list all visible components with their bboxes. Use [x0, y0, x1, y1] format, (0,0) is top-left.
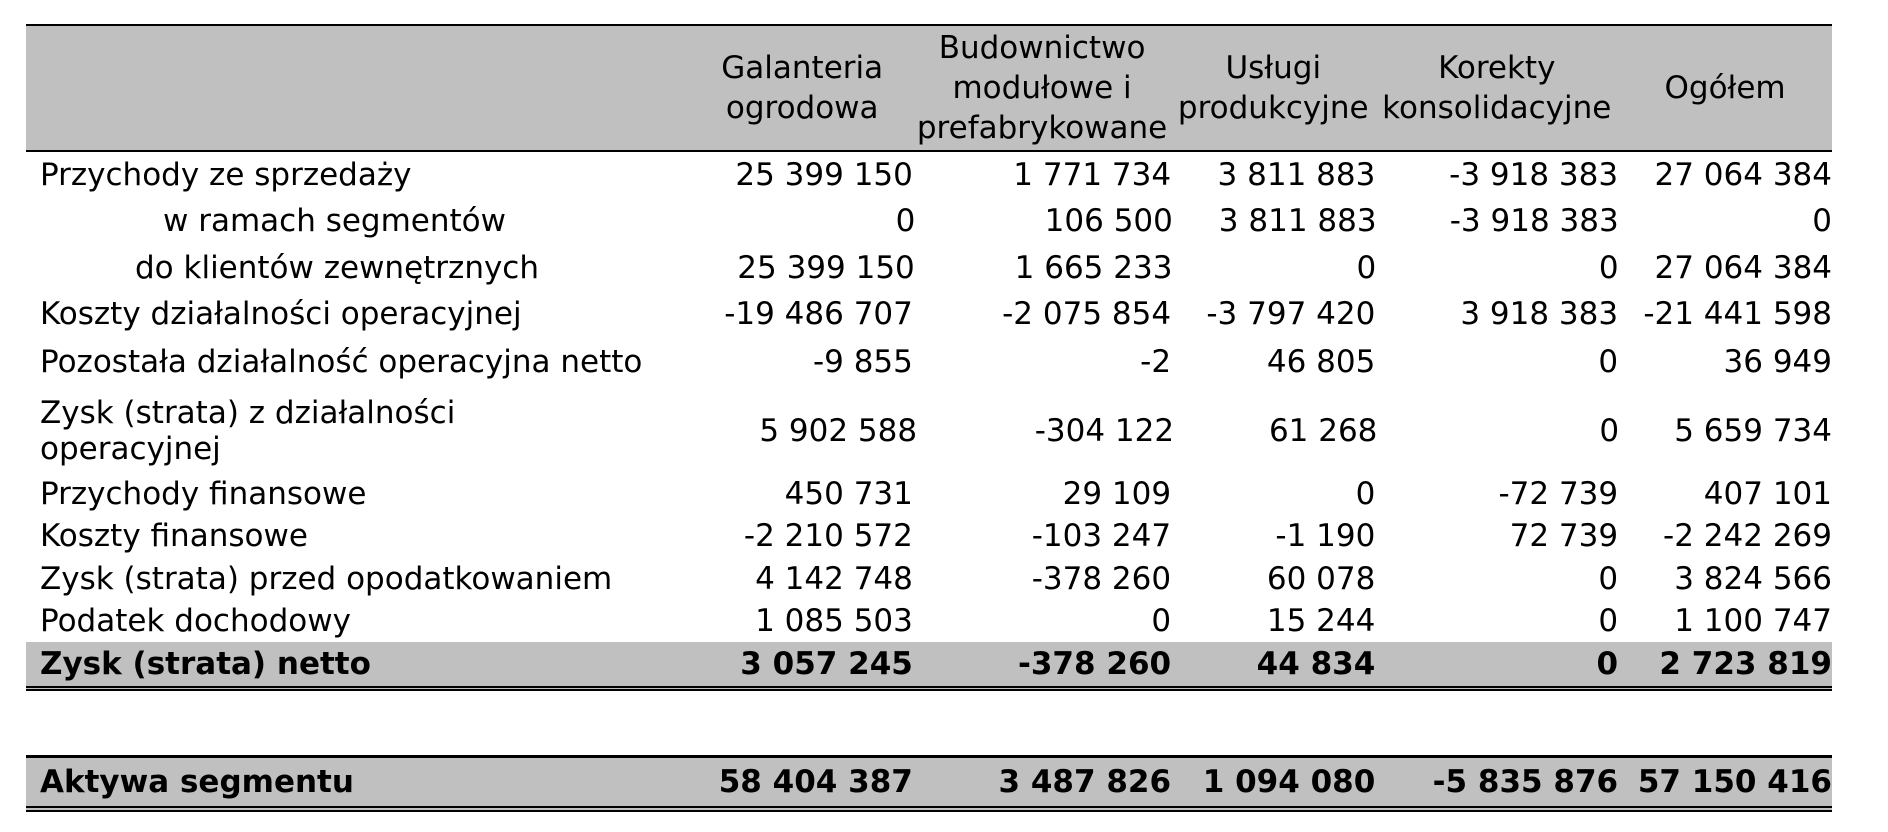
- header-empty-cell: [26, 26, 671, 150]
- cell-value: 60 078: [1266, 561, 1376, 597]
- cell-value: 1 100 747: [1674, 603, 1832, 639]
- cell-value: 0: [1599, 413, 1620, 449]
- cell-value: -3 918 383: [1449, 157, 1619, 193]
- cell-value: 61 268: [1268, 413, 1378, 449]
- cell-value: 1 085 503: [755, 603, 913, 639]
- table-row: [26, 336, 1832, 388]
- cell-value: 3 057 245: [740, 646, 913, 682]
- row-label: Zysk (strata) netto: [40, 646, 371, 682]
- cell-value: 27 064 384: [1654, 250, 1833, 286]
- cell-value: -2 210 572: [743, 518, 913, 554]
- cell-value: -21 441 598: [1643, 296, 1832, 332]
- row-label: Przychody finansowe: [40, 476, 367, 512]
- cell-value: 2 723 819: [1659, 646, 1832, 682]
- row-label: Pozostała działalność operacyjna netto: [40, 344, 643, 380]
- row-label: Koszty działalności operacyjnej: [40, 296, 522, 332]
- cell-value: 25 399 150: [737, 250, 915, 286]
- cell-value: 0: [1598, 561, 1619, 597]
- cell-value: -9 855: [812, 344, 913, 380]
- cell-value: 72 739: [1509, 518, 1619, 554]
- cell-value: 1 665 233: [1014, 250, 1173, 286]
- row-label: Zysk (strata) przed opodatkowaniem: [40, 561, 613, 597]
- table-row: [26, 558, 1832, 600]
- row-label: w ramach segmentów: [163, 203, 506, 239]
- row-label: Podatek dochodowy: [40, 603, 351, 639]
- header-galanteria-ogrodowa: Galanteria ogrodowa: [721, 50, 884, 126]
- cell-value: 0: [1598, 603, 1619, 639]
- cell-value: 3 811 883: [1218, 203, 1377, 239]
- table-row: [26, 198, 1832, 244]
- table-row: [26, 244, 1832, 292]
- cell-value: 25 399 150: [735, 157, 913, 193]
- cell-value: 407 101: [1703, 476, 1832, 512]
- header-budownictwo-modulowe: Budownictwo modułowe i prefabrykowane: [916, 30, 1168, 146]
- cell-value: 5 659 734: [1674, 413, 1832, 449]
- header-ogolem: Ogółem: [1664, 70, 1786, 106]
- cell-value: 0: [1356, 250, 1377, 286]
- table-header: [26, 24, 1832, 152]
- table-row: [26, 474, 1832, 514]
- cell-value: -3 797 420: [1206, 296, 1376, 332]
- cell-value: 0: [1355, 476, 1376, 512]
- header-uslugi-produkcyjne: Usługi produkcyjne: [1177, 50, 1369, 126]
- cell-value: 5 902 588: [759, 413, 918, 449]
- cell-value: 29 109: [1062, 476, 1172, 512]
- table-row: [26, 388, 1832, 474]
- cell-value: 0: [1151, 603, 1172, 639]
- cell-value: -378 260: [1018, 646, 1172, 682]
- cell-value: 3 487 826: [998, 764, 1172, 800]
- cell-value: 0: [1598, 344, 1619, 380]
- cell-value: -3 918 383: [1449, 203, 1619, 239]
- cell-value: 57 150 416: [1637, 764, 1832, 800]
- cell-value: -103 247: [1031, 518, 1172, 554]
- cell-value: 36 949: [1723, 344, 1832, 380]
- cell-value: -72 739: [1498, 476, 1619, 512]
- row-label: do klientów zewnętrznych: [135, 250, 539, 286]
- cell-value: -19 486 707: [724, 296, 913, 332]
- cell-value: 0: [1598, 250, 1619, 286]
- cell-value: 0: [1812, 203, 1833, 239]
- cell-value: -378 260: [1031, 561, 1172, 597]
- cell-value: -304 122: [1034, 413, 1175, 449]
- spacer: [26, 691, 1832, 755]
- cell-value: 106 500: [1044, 203, 1173, 239]
- net-profit-row: [26, 642, 1832, 691]
- cell-value: -2 242 269: [1663, 518, 1832, 554]
- cell-value: 3 811 883: [1217, 157, 1376, 193]
- header-korekty-konsolidacyjne: Korekty konsolidacyjne: [1382, 50, 1612, 126]
- cell-value: -5 835 876: [1432, 764, 1619, 800]
- cell-value: -1 190: [1275, 518, 1376, 554]
- cell-value: 1 771 734: [1013, 157, 1172, 193]
- table-row: [26, 600, 1832, 642]
- cell-value: 3 824 566: [1674, 561, 1832, 597]
- row-label: Przychody ze sprzedaży: [40, 157, 412, 193]
- cell-value: 4 142 748: [755, 561, 913, 597]
- row-label: Zysk (strata) z działalności operacyjnej: [40, 395, 456, 467]
- cell-value: 58 404 387: [718, 764, 913, 800]
- cell-value: 0: [895, 203, 916, 239]
- cell-value: 0: [1596, 646, 1619, 682]
- cell-value: 15 244: [1266, 603, 1376, 639]
- row-label: Aktywa segmentu: [40, 764, 354, 800]
- row-label: Koszty finansowe: [40, 518, 308, 554]
- cell-value: 27 064 384: [1654, 157, 1832, 193]
- cell-value: 1 094 080: [1202, 764, 1376, 800]
- cell-value: -2 075 854: [1002, 296, 1172, 332]
- cell-value: 450 731: [784, 476, 913, 512]
- cell-value: -2: [1140, 344, 1172, 380]
- cell-value: 44 834: [1256, 646, 1376, 682]
- table-row: [26, 292, 1832, 336]
- table-row: [26, 514, 1832, 558]
- cell-value: 46 805: [1266, 344, 1376, 380]
- segment-results-table: [26, 24, 1832, 812]
- table-row: [26, 152, 1832, 198]
- segment-assets-row: [26, 755, 1832, 812]
- cell-value: 3 918 383: [1460, 296, 1619, 332]
